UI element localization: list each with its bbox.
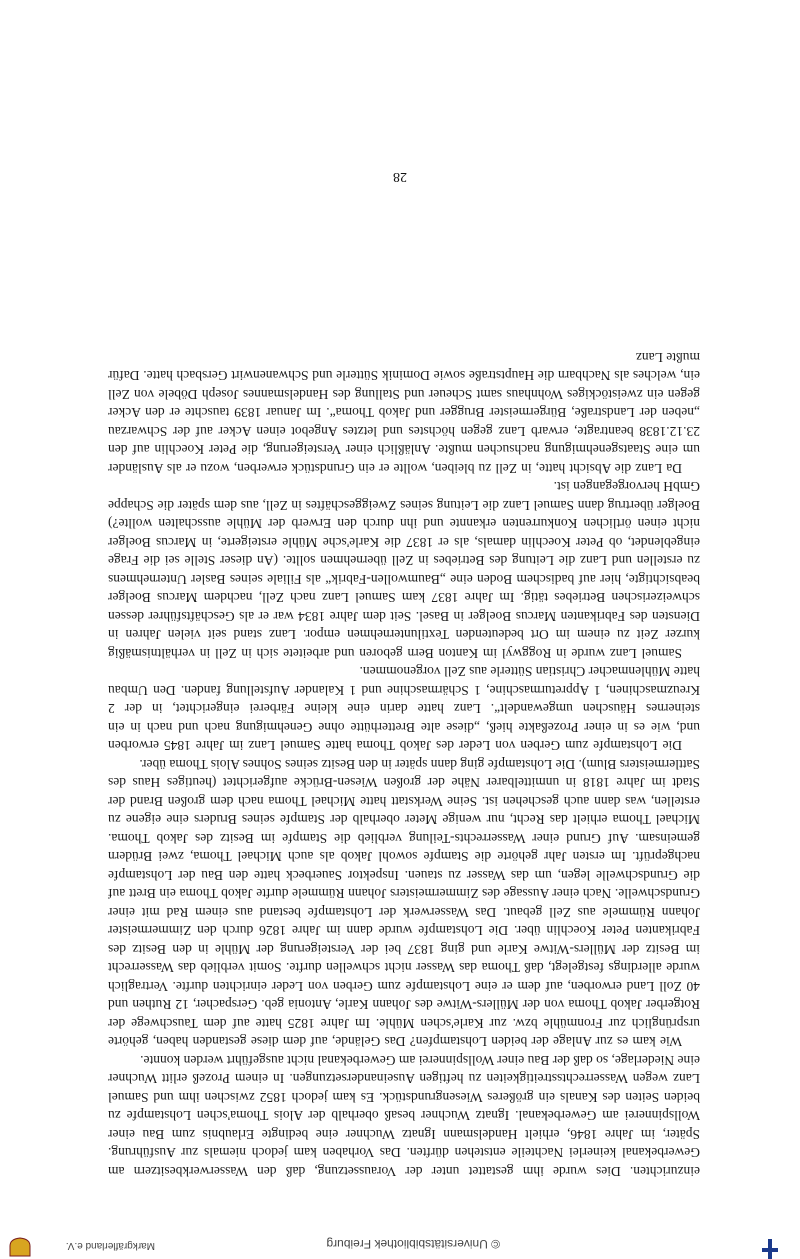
page-number: 28	[393, 169, 407, 184]
paragraph: Wie kam es zur Anlage der beiden Lohstampfen? Das Gelände, auf dem diese gestanden haben, gehörte ursprünglich zur Fronmühle bzw. zur Karle'schen Mühle. Im Jahre 1825 hatte auf dem Tauschwege der Rotgerber Jakob Thoma von der Müllers-Witwe des Johann Karle, Antonia geb. Gerspacher, 12 Ruthen und 40 Zoll Land erworben, auf dem er eine Lohstampfe zum Gerben von Leder einrichten durfte. Vertraglich wurde allerdings festgelegt, daß Thoma das Wasser nicht schwellen durfte. Somit verblieb das Wasserrecht im Besitz der Müllers-Witwe Karle und ging 1837 bei der Versteigerung der Mühle in den Besitz des Fabrikanten Peter Koechlin über. Die Lohstampfe wurde dann im Jahre 1826 durch den Zimmermeister Johann Rümmele aus Zell gebaut. Das Wasserwerk der Lohstampfe bestand aus einem Rad mit einer Grundschwelle. Nach einer Aussage des Zimmermeisters Johann Rümmele durfte Jakob Thoma ein Brett auf die Grundschwelle legen, um das Wasser zu stauen. Inspektor Sauerbeck hatte den Bau der Lohstampfe nachgeprüft. Im ersten Jahr gehörte die Stampfe sowohl Jakob als auch Michael Thoma, zwei Brüdern gemeinsam. Auf Grund einer Wasserrechts-Teilung verblieb die Stampfe im Besitz des Jakob Thoma. Michael Thoma erhielt das Recht, nur wenige Meter oberhalb der Stampfe seines Bruders eine eigene zu erstellen, was dann auch geschehen ist. Seine Werkstatt hatte Michael Thoma nach dem großen Brand der Stadt im Jahre 1818 in unmittelbarer Nähe der großen Wiesen-Brücke aufgerichtet (heutiges Haus des Sattlermeisters Blum). Die Lohstampfe ging dann später in den Besitz seines Sohnes Alois Thoma über.	[108, 757, 700, 1050]
paragraph: Da Lanz die Absicht hatte, in Zell zu bleiben, wollte er ein Grundstück erwerben, wozu er als Ausländer um eine Staatsgenehmigung nachsuchen mußte. Anläßlich einer Versteigerung, die Peter Koechlin auf den 23.12.1838 beantragte, erwarb Lanz gegen höchstes und letztes Angebot einen Acker auf der Schwarzau „neben der Landstraße, Bürgermeister Brugger und Jakob Thoma“. Im Januar 1839 tauschte er den Acker gegen ein zweistöckiges Wohnhaus samt Scheuer und Stallung des Handelsmannes Joseph Döbele von Zell ein, welches als Nachbarn die Hauptstraße sowie Dominik Sütterle und Schwanenwirt Gersbach hatte. Dafür mußte Lanz	[108, 350, 700, 476]
article-body	[108, 348, 700, 1181]
footer-society: Markgräflerland e.V.	[65, 1240, 155, 1251]
paragraph: einzurichten. Dies wurde ihm gestattet unter der Voraussetzung, daß den Wasserwerkbesitzern am Gewerbekanal keinerlei Nachteile entstehen dürften. Das Vorhaben kam jedoch niemals zur Ausführung. Später, im Jahre 1846, erhielt Handelsmann Ignatz Wuchner eine bedingte Erlaubnis zum Bau einer Wollspinnerei am Gewerbekanal. Ignatz Wuchner besaß oberhalb der Alois Thoma'schen Lohstampfe zu beiden Seiten des Kanals ein größeres Wiesengrundstück. Es kam jedoch 1852 zwischen ihm und Samuel Lanz wegen Wasserrechtsstreitigkeiten zu heftigen Auseinandersetzungen. In einem Prozeß erlitt Wuchner eine Niederlage, so daß der Bau einer Wollspinnerei am Gewerbekanal nicht ausgeführt werden konnte.	[108, 1053, 700, 1179]
footer-copyright: © Universitätsbibliothek Freiburg	[326, 1237, 500, 1251]
society-crest-icon-small	[8, 1237, 32, 1257]
digitization-header	[0, 0, 800, 67]
ub-freiburg-logo-small	[762, 1239, 778, 1259]
paragraph: Samuel Lanz wurde in Roggwyl im Kanton Bern geboren und arbeitete sich in Zell in verhältnismäßig kurzer Zeit zu einem im Ort bedeutenden Textilunternehmen empor. Lanz stand seit vielen Jahren in Diensten des Fabrikanten Marcus Boelger in Basel. Seit dem Jahre 1834 war er als Geschäftsführer dessen schweizerischen Betriebes tätig. Im Jahre 1837 kam Samuel Lanz nach Zell, nachdem Marcus Boelger beabsichtigte, hier auf badischem Boden eine „Baumwollen-Fabrik“ als Filiale seines Basler Unternehmens zu erstellen und Lanz die Leitung des Betriebes in Zell übernehmen sollte. (An dieser Stelle sei die Frage eingeblendet, ob Peter Koechlin damals, als er 1837 die Karle'sche Mühle ersteigerte, in Marcus Boelger nicht einen örtlichen Konkurrenten erkannte und ihn durch den Erwerb der Mühle ausschalten wollte?) Boelger übertrug dann Samuel Lanz die Leitung seines Zweiggeschäftes in Zell, aus dem später die Schappe GmbH hervorgegangen ist.	[108, 479, 700, 661]
digitization-footer	[0, 1233, 800, 1259]
paragraph: Die Lohstampfe zum Gerben von Leder des Jakob Thoma hatte Samuel Lanz im Jahre 1845 erworben und, wie es in einer Prozeßakte hieß, „diese alte Bretterhütte ohne Genehmigung nach und nach in ein steinernes Häuschen umgewandelt“. Lanz hatte darin eine kleine Färberei eingerichtet, in der 2 Kreuzmaschinen, 1 Appreturmaschine, 1 Schärmaschine und 1 Kalander Aufstellung fanden. Den Umbau hatte Mühlenmacher Christian Sütterle aus Zell vorgenommen.	[108, 664, 700, 754]
